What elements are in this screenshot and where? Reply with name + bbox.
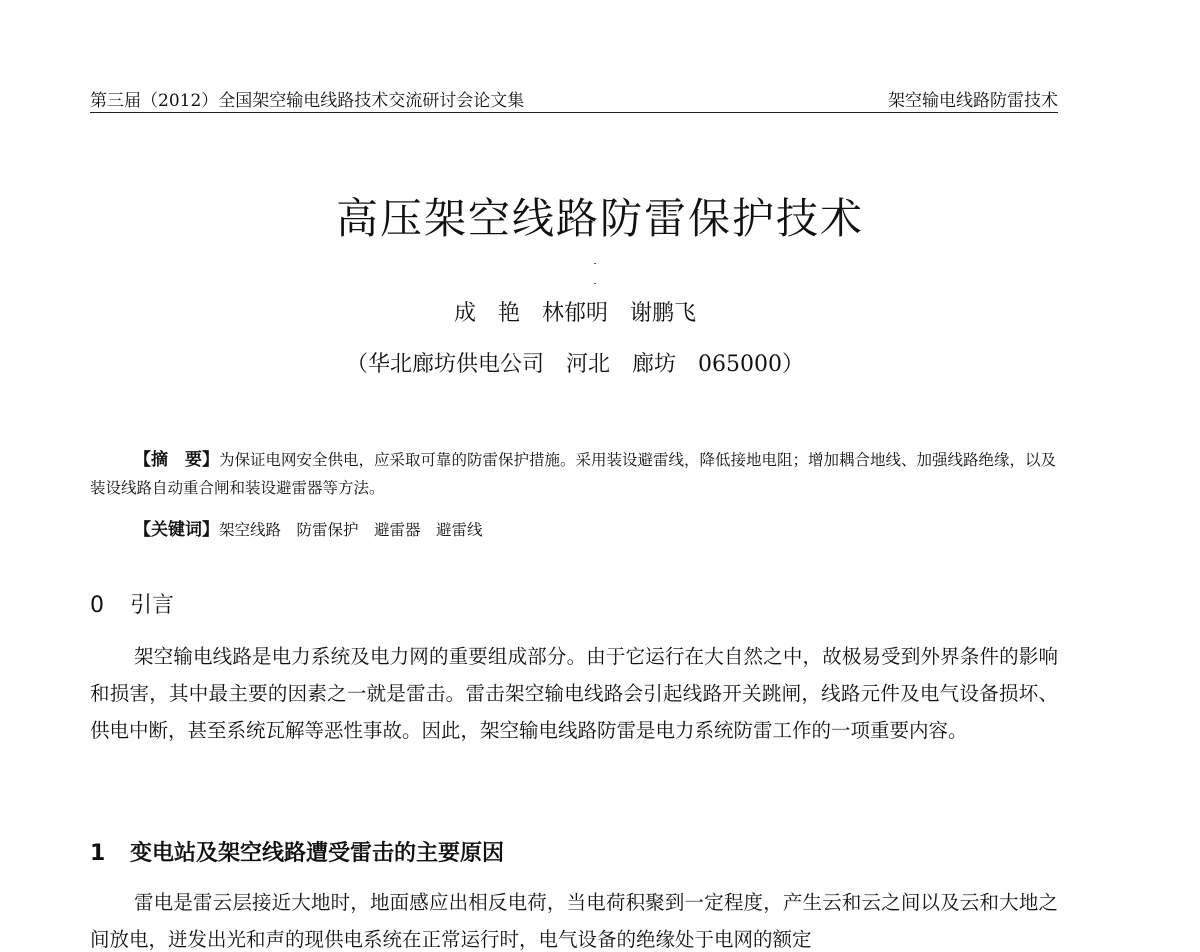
- keywords-text: 架空线路 防雷保护 避雷器 避雷线: [219, 521, 483, 539]
- section-title: 引言: [130, 593, 175, 618]
- running-header: [90, 84, 1058, 113]
- running-header-left: 第三届（2012）全国架空输电线路技术交流研讨会论文集: [90, 91, 525, 111]
- abstract: [90, 446, 1058, 502]
- body-paragraph: 雷电是雷云层接近大地时，地面感应出相反电荷，当电荷积聚到一定程度，产生云和云之间以及云和大地之间放电，迸发出光和声的现供电系统在正常运行时，电气设备的绝缘处于电网的额定: [90, 891, 1058, 951]
- section-heading: [90, 836, 504, 867]
- body-paragraph: 架空输电线路是电力系统及电力网的重要组成部分。由于它运行在大自然之中，故极易受到外界条件的影响和损害，其中最主要的因素之一就是雷击。雷击架空输电线路会引起线路开关跳闸，线路元件及电气设备损坏、供电中断，甚至系统瓦解等恶性事故。因此，架空输电线路防雷是电力系统防雷工作的一项重要内容。: [90, 645, 1058, 742]
- section-number: 1: [90, 841, 106, 866]
- paper-affiliation: （华北廊坊供电公司 河北 廊坊 065000）: [346, 352, 804, 377]
- section-title: 变电站及架空线路遭受雷击的主要原因: [130, 841, 505, 866]
- paper-title: 高压架空线路防雷保护技术: [335, 194, 864, 243]
- keywords-label: 【关键词】: [134, 520, 219, 540]
- paper-authors: 成 艳 林郁明 谢鹏飞: [453, 301, 696, 326]
- section-heading: [90, 588, 174, 619]
- keywords: [134, 515, 483, 540]
- section-number: 0: [90, 593, 104, 618]
- abstract-text: 为保证电网安全供电，应采取可靠的防雷保护措施。采用装设避雷线，降低接地电阻；增加耦合地线、加强线路绝缘，以及装设线路自动重合闸和装设避雷器等方法。: [90, 451, 1057, 497]
- abstract-label: 【摘 要】: [134, 450, 219, 470]
- running-header-right: 架空输电线路防雷技术: [888, 91, 1058, 111]
- scan-speck: [594, 263, 596, 264]
- scan-speck: [594, 283, 596, 284]
